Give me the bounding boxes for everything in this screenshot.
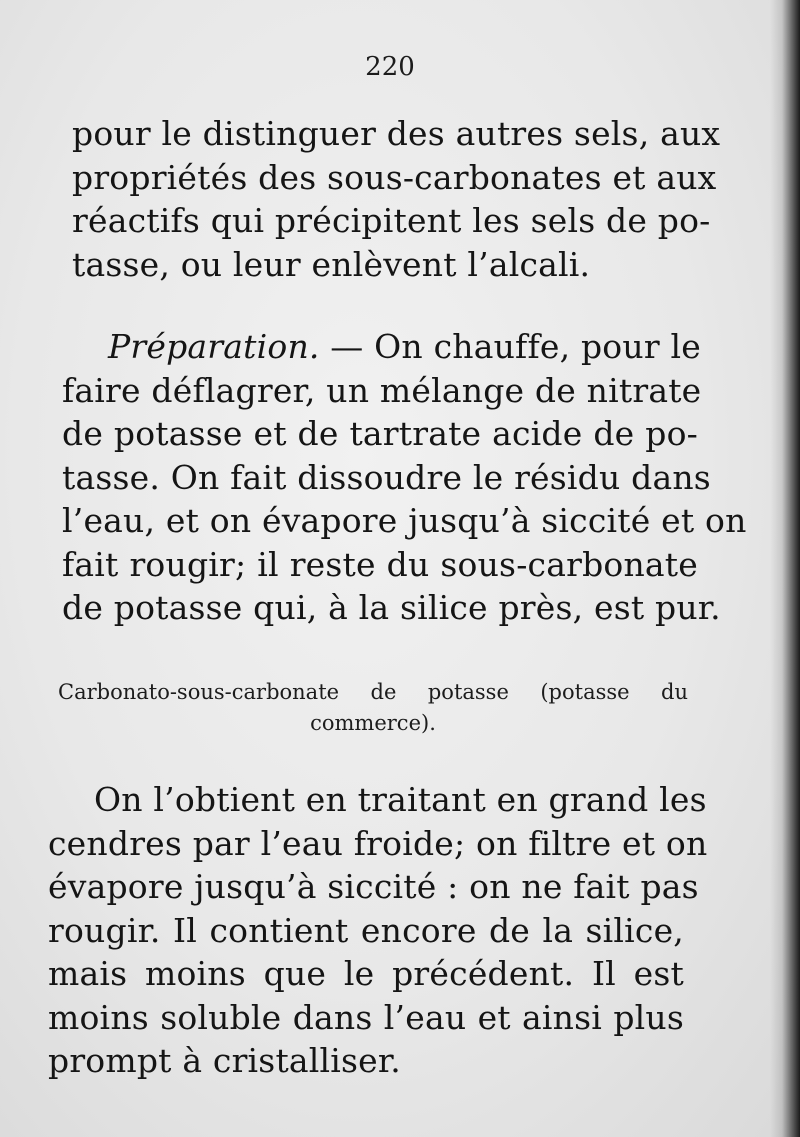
- paragraph-1-line: propriétés des sous-carbonates et aux: [72, 157, 717, 197]
- paragraph-3-line: cendres par l’eau froide; on filtre et on: [48, 823, 708, 863]
- paragraph-1-line: pour le distinguer des autres sels, aux: [72, 114, 721, 153]
- paragraph-3-line: évapore jusqu’à siccité : on ne fait pas: [48, 867, 699, 906]
- page-gutter-shadow: [770, 0, 800, 1137]
- paragraph-3-line: On l’obtient en traitant en grand les: [94, 780, 707, 819]
- paragraph-2-line: fait rougir; il reste du sous-carbonate: [62, 544, 698, 584]
- paragraph-2-line: tasse. On fait dissoudre le résidu dans: [62, 457, 711, 497]
- section-heading: [58, 677, 688, 739]
- paragraph-2-line: — On chauffe, pour le: [319, 327, 701, 366]
- paragraph-3-line: moins soluble dans l’eau et ainsi plus: [48, 997, 684, 1037]
- paragraph-preparation: [62, 325, 747, 630]
- paragraph-3: [48, 778, 708, 1083]
- paragraph-2-first-line: [62, 325, 701, 369]
- paragraph-2-line: de potasse et de tartrate acide de po-: [62, 414, 698, 453]
- paragraph-2-line: l’eau, et on évapore jusqu’à siccité et on: [62, 501, 747, 540]
- section-heading-line: commerce).: [310, 711, 436, 735]
- page-number: 220: [365, 52, 415, 82]
- paragraph-1-line: réactifs qui précipitent les sels de po-: [72, 201, 711, 240]
- paragraph-1: [72, 112, 721, 286]
- paragraph-3-line: mais moins que le précédent. Il est: [48, 954, 684, 993]
- paragraph-3-line: rougir. Il contient encore de la silice,: [48, 910, 684, 950]
- preparation-label: Préparation.: [108, 327, 320, 366]
- paragraph-2-line: faire déflagrer, un mélange de nitrate: [62, 370, 702, 410]
- paragraph-1-line: tasse, ou leur enlèvent l’alcali.: [72, 244, 591, 284]
- paragraph-2-line: de potasse qui, à la silice près, est pur.: [62, 588, 721, 627]
- section-heading-line: Carbonato-sous-carbonate de potasse (potasse du: [58, 680, 688, 704]
- paragraph-3-line: prompt à cristalliser.: [48, 1041, 401, 1080]
